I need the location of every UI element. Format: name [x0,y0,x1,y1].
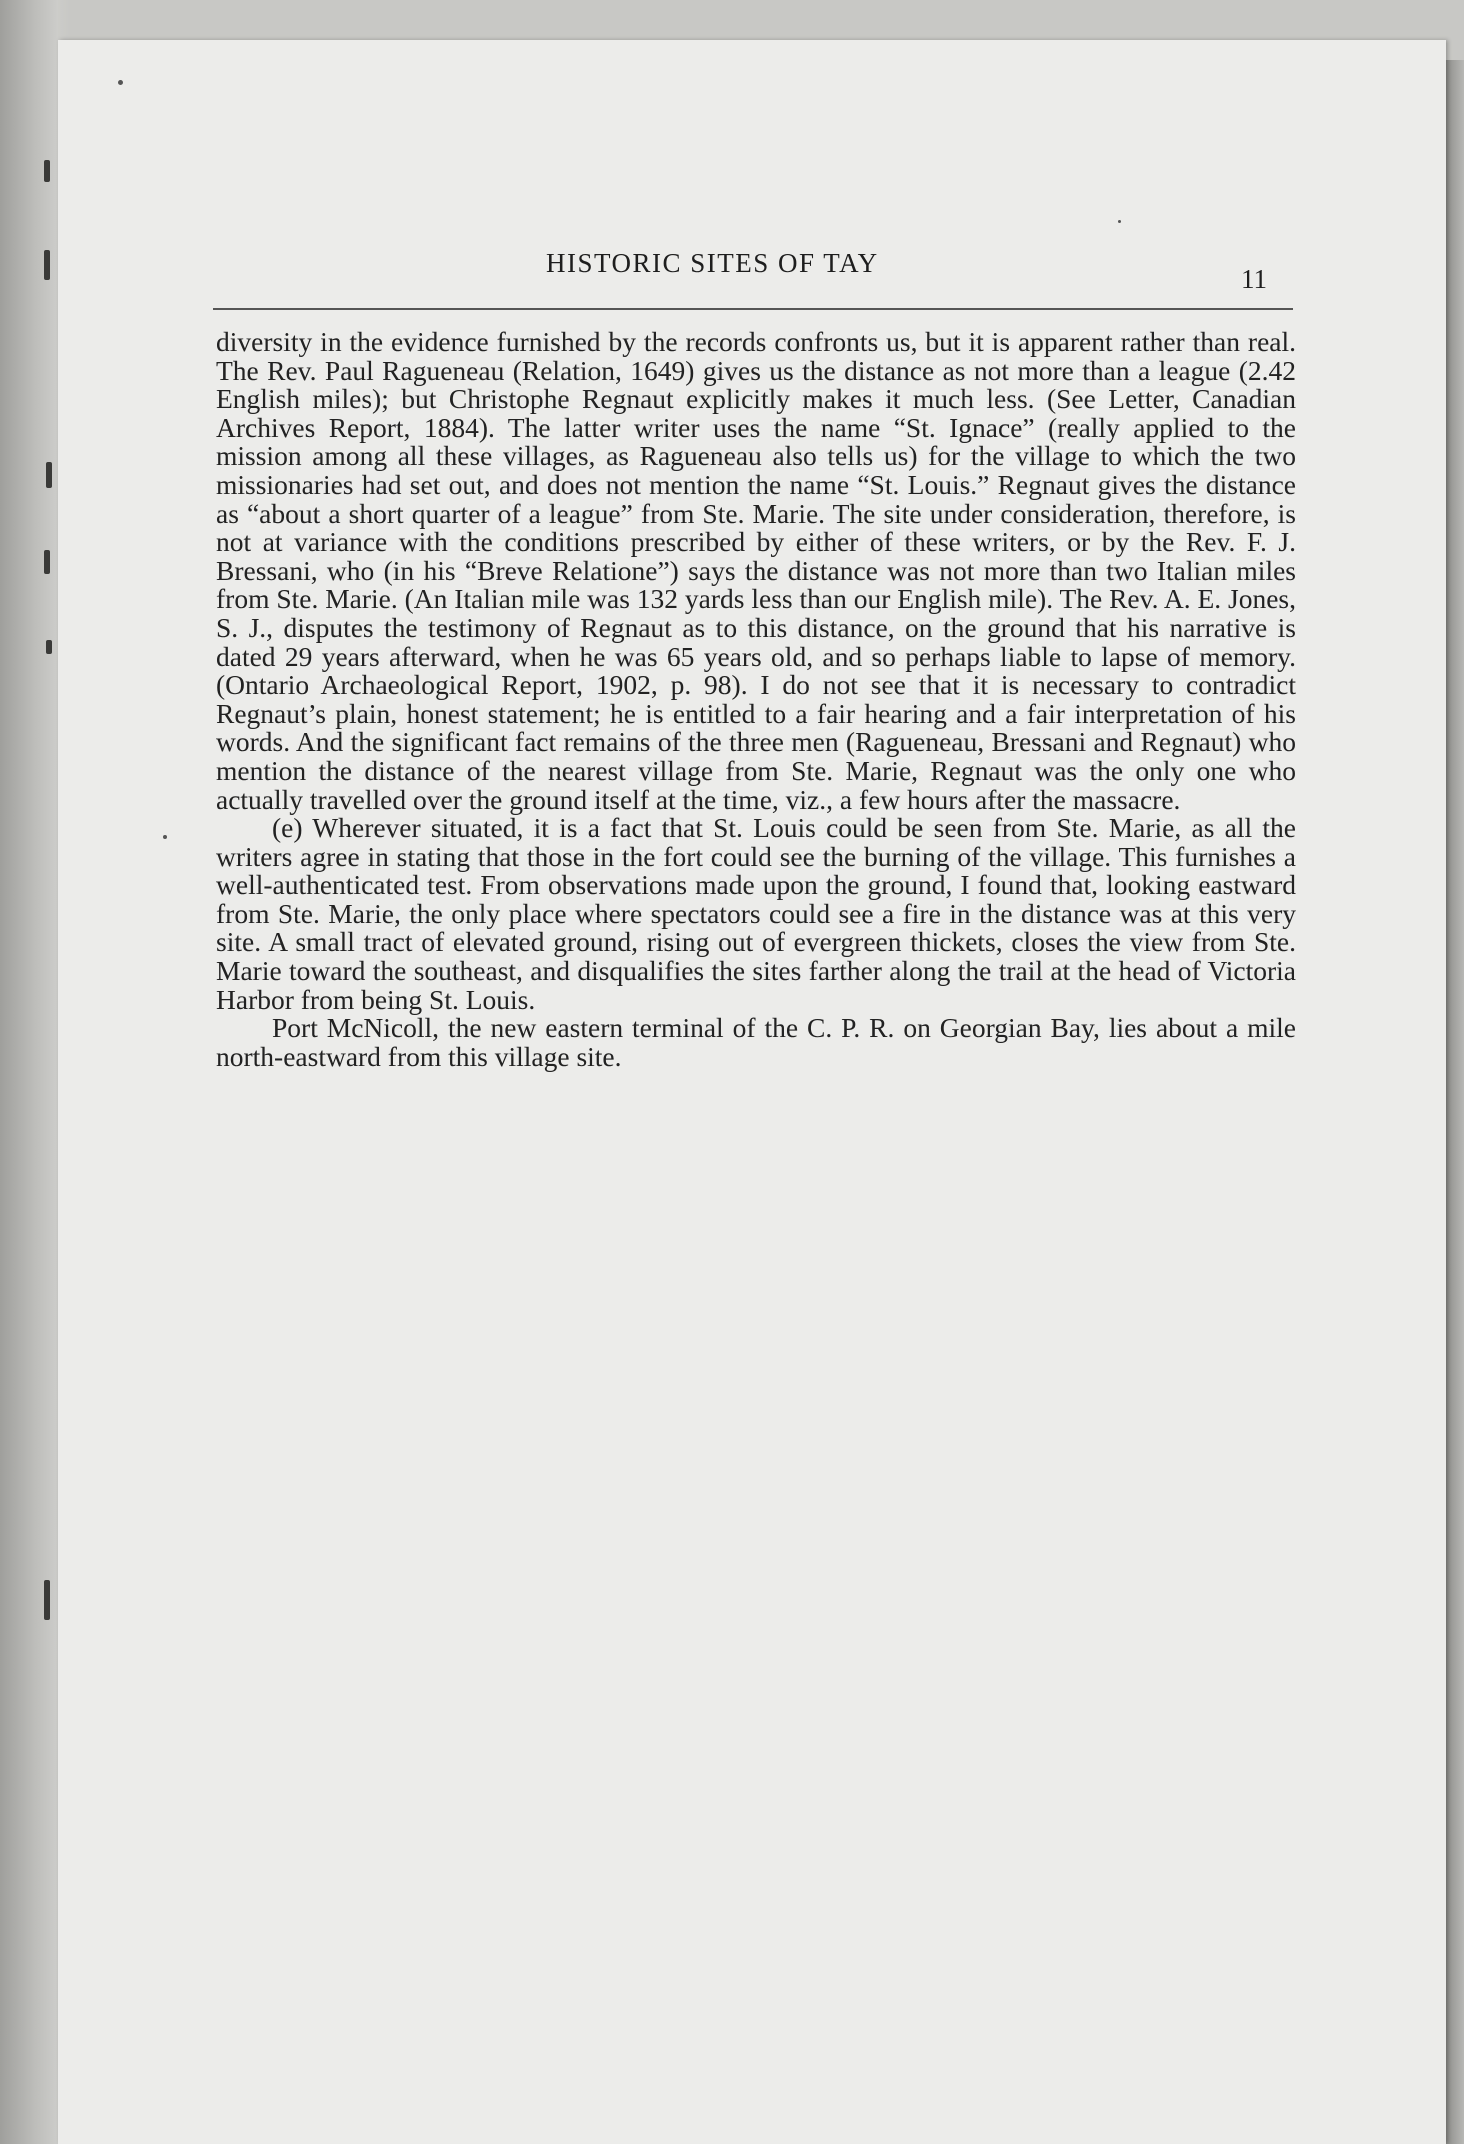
binding-thread-mark [44,250,50,280]
book-page [58,40,1446,2144]
binding-thread-mark [44,1580,50,1620]
page-header [58,208,1446,294]
paragraph-continued: diversity in the evidence furnished by the records confronts us, but it is apparent rather than real. The Rev. Paul Ragueneau (Relation, 1649) gives us the distance as not more than a league (2.42 English miles); but Christophe Regnaut explicitly makes it much less. (See Letter, Canadian Archives Report, 1884). The latter writer uses the name “St. Ignace” (really applied to the mission among all these villages, as Ragueneau also tells us) for the village to which the two missionaries had set out, and does not mention the name “St. Louis.” Regnaut gives the distance as “about a short quarter of a league” from Ste. Marie. The site under consideration, therefore, is not at variance with the conditions prescribed by either of these writers, or by the Rev. F. J. Bressani, who (in his “Breve Relatione”) says the distance was not more than two Italian miles from Ste. Marie. (An Italian mile was 132 yards less than our English mile). The Rev. A. E. Jones, S. J., disputes the testimony of Regnaut as to this distance, on the ground that his narrative is dated 29 years afterward, when he was 65 years old, and so perhaps liable to lapse of memory. (Ontario Archaeological Report, 1902, p. 98). I do not see that it is necessary to contradict Regnaut’s plain, honest statement; he is entitled to a fair hearing and a fair interpretation of his words. And the significant fact remains of the three men (Ragueneau, Bressani and Regnaut) who mention the distance of the nearest village from Ste. Marie, Regnaut was the only one who actually travelled over the ground itself at the time, viz., a few hours after the massacre. [216,326,1296,815]
print-speck [1118,220,1121,223]
print-speck [163,835,167,839]
binding-gutter [0,0,58,2144]
body-text [216,328,1296,1071]
binding-thread-mark [46,462,52,488]
page-number: 11 [1241,264,1267,294]
binding-thread-mark [44,550,50,574]
print-speck [118,80,123,85]
page-edge-shadow [1446,60,1464,2144]
paragraph-e: (e) Wherever situated, it is a fact that St. Louis could be seen from Ste. Marie, as all the writers agree in stating that those in the fort could see the burning of the village. This furnishes a well-authenticated test. From observations made upon the ground, I found that, looking eastward from Ste. Marie, the only place where spectators could see a fire in the distance was at this very site. A small tract of elevated ground, rising out of evergreen thickets, closes the view from Ste. Marie toward the southeast, and disqualifies the sites farther along the trail at the head of Victoria Harbor from being St. Louis. [216,812,1296,1015]
binding-thread-mark [46,640,52,654]
header-rule [213,308,1293,310]
binding-thread-mark [44,160,50,182]
running-head: HISTORIC SITES OF TAY [546,248,879,278]
paragraph-port-mcnicoll: Port McNicoll, the new eastern terminal of the C. P. R. on Georgian Bay, lies about a mile north-eastward from this village site. [216,1012,1296,1072]
